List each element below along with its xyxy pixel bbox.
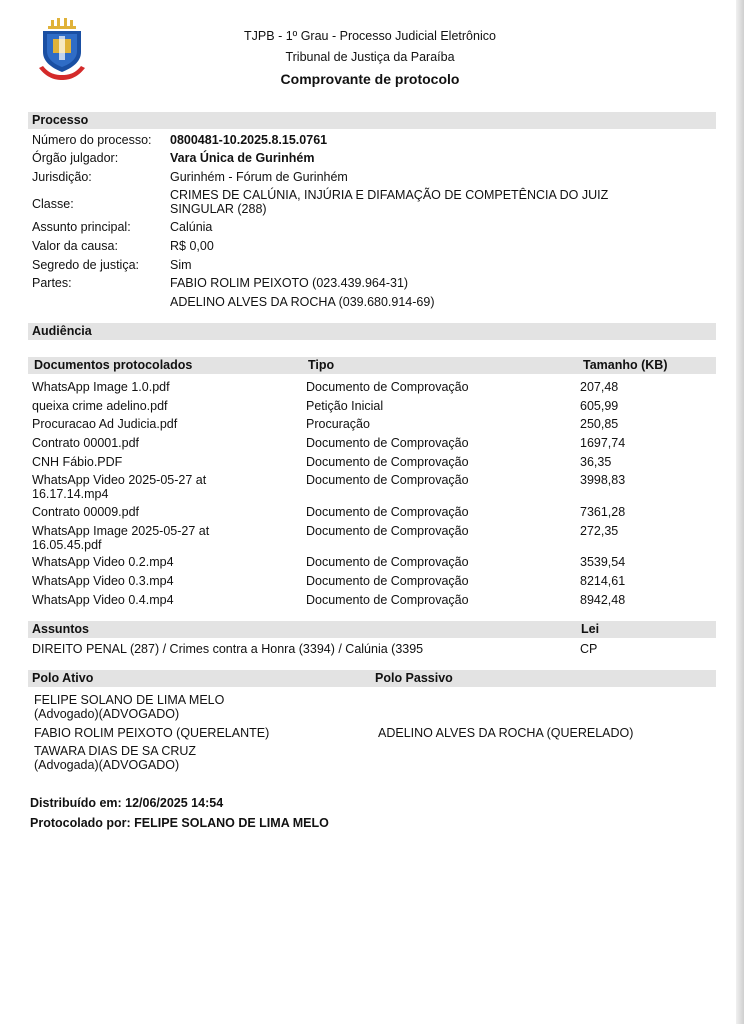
document-type: Petição Inicial bbox=[306, 399, 384, 413]
document-type: Documento de Comprovação bbox=[306, 380, 469, 394]
document-size: 250,85 bbox=[580, 417, 619, 431]
field-label: Número do processo: bbox=[32, 133, 152, 147]
polo-ativo-party: TAWARA DIAS DE SA CRUZ bbox=[34, 744, 197, 758]
document-name: WhatsApp Image 1.0.pdf bbox=[32, 380, 170, 394]
document-name-cont: 16.17.14.mp4 bbox=[32, 487, 109, 501]
field-label: Segredo de justiça: bbox=[32, 258, 140, 272]
distribuido-em: Distribuído em: 12/06/2025 14:54 bbox=[30, 796, 224, 810]
polo-ativo-party: FELIPE SOLANO DE LIMA MELO bbox=[34, 693, 225, 707]
document-type: Documento de Comprovação bbox=[306, 455, 469, 469]
polos-section-header bbox=[28, 670, 716, 687]
court-name: Tribunal de Justiça da Paraíba bbox=[285, 50, 455, 64]
document-size: 3539,54 bbox=[580, 555, 626, 569]
document-size: 8942,48 bbox=[580, 593, 626, 607]
valor-causa-value: R$ 0,00 bbox=[170, 239, 214, 253]
polo-ativo-title: Polo Ativo bbox=[32, 671, 94, 685]
page-edge-shadow bbox=[736, 0, 744, 1024]
document-name: queixa crime adelino.pdf bbox=[32, 399, 168, 413]
field-label: Classe: bbox=[32, 197, 74, 211]
document-name: WhatsApp Video 0.2.mp4 bbox=[32, 555, 174, 569]
document-type: Documento de Comprovação bbox=[306, 524, 469, 538]
document-type: Documento de Comprovação bbox=[306, 555, 469, 569]
assunto-principal-value: Calúnia bbox=[170, 220, 213, 234]
column-header-tamanho: Tamanho (KB) bbox=[583, 358, 668, 372]
tjpb-coat-of-arms-icon bbox=[37, 18, 87, 82]
document-name: Contrato 00001.pdf bbox=[32, 436, 140, 450]
column-header-tipo: Tipo bbox=[308, 358, 335, 372]
polo-passivo-party: ADELINO ALVES DA ROCHA (QUERELADO) bbox=[378, 726, 634, 740]
document-type: Documento de Comprovação bbox=[306, 574, 469, 588]
polo-ativo-party: FABIO ROLIM PEIXOTO (QUERELANTE) bbox=[34, 726, 270, 740]
document-type: Documento de Comprovação bbox=[306, 593, 469, 607]
assuntos-title: Assuntos bbox=[32, 622, 89, 636]
orgao-julgador-value: Vara Única de Gurinhém bbox=[170, 151, 315, 165]
document-name: WhatsApp Video 0.3.mp4 bbox=[32, 574, 174, 588]
document-type: Documento de Comprovação bbox=[306, 505, 469, 519]
document-name: WhatsApp Image 2025-05-27 at bbox=[32, 524, 210, 538]
document-size: 272,35 bbox=[580, 524, 619, 538]
segredo-justica-value: Sim bbox=[170, 258, 192, 272]
document-name: Procuracao Ad Judicia.pdf bbox=[32, 417, 178, 431]
polo-ativo-role: (Advogado)(ADVOGADO) bbox=[34, 707, 180, 721]
field-label: Assunto principal: bbox=[32, 220, 131, 234]
document-type: Documento de Comprovação bbox=[306, 436, 469, 450]
document-name: WhatsApp Video 2025-05-27 at bbox=[32, 473, 207, 487]
protocolado-por: Protocolado por: FELIPE SOLANO DE LIMA MELO bbox=[30, 816, 329, 830]
document-name: CNH Fábio.PDF bbox=[32, 455, 123, 469]
assuntos-section-header bbox=[28, 621, 716, 638]
documentos-table-header bbox=[28, 357, 716, 374]
jurisdicao-value: Gurinhém - Fórum de Gurinhém bbox=[170, 170, 348, 184]
processo-section-header bbox=[28, 112, 716, 129]
document-size: 207,48 bbox=[580, 380, 619, 394]
parte-value: FABIO ROLIM PEIXOTO (023.439.964-31) bbox=[170, 276, 409, 290]
document-type: Procuração bbox=[306, 417, 370, 431]
lei-value: CP bbox=[580, 642, 598, 656]
document-size: 1697,74 bbox=[580, 436, 626, 450]
document-size: 605,99 bbox=[580, 399, 619, 413]
page-title: Comprovante de protocolo bbox=[280, 71, 460, 87]
assuntos-value: DIREITO PENAL (287) / Crimes contra a Honra (3394) / Calúnia (3395 bbox=[32, 642, 424, 656]
document-size: 7361,28 bbox=[580, 505, 626, 519]
column-header-documentos: Documentos protocolados bbox=[34, 358, 193, 372]
court-system-line: TJPB - 1º Grau - Processo Judicial Eletrônico bbox=[244, 29, 496, 43]
document-size: 36,35 bbox=[580, 455, 612, 469]
polo-ativo-role: (Advogada)(ADVOGADO) bbox=[34, 758, 180, 772]
numero-processo-value: 0800481-10.2025.8.15.0761 bbox=[170, 133, 328, 147]
document-name: WhatsApp Video 0.4.mp4 bbox=[32, 593, 174, 607]
document-type: Documento de Comprovação bbox=[306, 473, 469, 487]
audiencia-section-header bbox=[28, 323, 716, 340]
field-label: Partes: bbox=[32, 276, 72, 290]
processo-title: Processo bbox=[32, 113, 89, 127]
document-name: Contrato 00009.pdf bbox=[32, 505, 140, 519]
document-size: 8214,61 bbox=[580, 574, 626, 588]
classe-value: CRIMES DE CALÚNIA, INJÚRIA E DIFAMAÇÃO DE COMPETÊNCIA DO JUIZ SINGULAR (288) bbox=[170, 188, 609, 216]
document-size: 3998,83 bbox=[580, 473, 626, 487]
document-name-cont: 16.05.45.pdf bbox=[32, 538, 102, 552]
audiencia-title: Audiência bbox=[32, 324, 92, 338]
lei-title: Lei bbox=[581, 622, 600, 636]
field-label: Jurisdição: bbox=[32, 170, 92, 184]
field-label: Órgão julgador: bbox=[32, 151, 119, 165]
polo-passivo-title: Polo Passivo bbox=[375, 671, 453, 685]
field-label: Valor da causa: bbox=[32, 239, 118, 253]
parte-value: ADELINO ALVES DA ROCHA (039.680.914-69) bbox=[170, 295, 435, 309]
